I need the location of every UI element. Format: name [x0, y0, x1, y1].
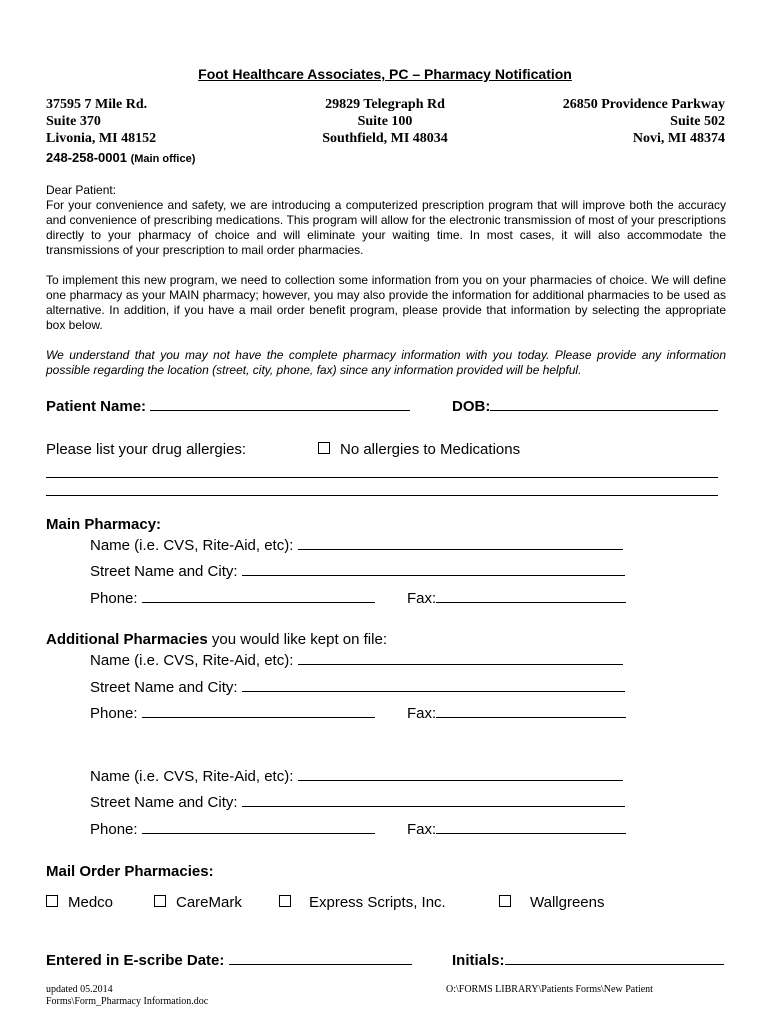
- dob-label: DOB:: [452, 398, 491, 415]
- additional-2-fax-field[interactable]: [436, 819, 626, 834]
- phone-label: Phone:: [90, 590, 138, 607]
- program-paragraph: To implement this new program, we need to collection some information from you on your pharmacies of choice. We will define one pharmacy as your MAIN pharmacy; however, you may also provide the information for additional pharmacies to be used as alternative. In addition, if you have a mail order benefit program, please provide that information by selecting the appropriate box below.: [46, 273, 726, 332]
- phone-label: Phone:: [90, 821, 138, 838]
- additional-1-phone-row: [90, 703, 375, 722]
- patient-name-label: Patient Name:: [46, 398, 147, 415]
- additional-2-fax-row: [407, 819, 626, 838]
- office-street: 29829 Telegraph Rd: [325, 97, 445, 112]
- main-pharmacy-phone-row: [90, 588, 375, 607]
- additional-heading-rest: you would like kept on file:: [207, 631, 387, 648]
- no-allergies-label: No allergies to Medications: [340, 441, 521, 458]
- additional-1-street-row: [90, 677, 625, 696]
- additional-2-street-row: [90, 792, 625, 811]
- office-suite: Suite 370: [46, 114, 101, 129]
- mail-order-option-caremark: [154, 894, 242, 911]
- allergies-line-1[interactable]: [46, 477, 718, 478]
- intro-paragraph: For your convenience and safety, we are introducing a computerized prescription program that will improve both the accuracy and convenience of prescribing medications. This program will allow for the electronic transmission of most of your prescriptions directly to your pharmacy of choice and will eliminate your waiting time. In most cases, it will also accommodate the transmissions of your prescription to mail order pharmacies.: [46, 198, 726, 257]
- additional-pharmacies-heading: [46, 631, 387, 648]
- footer-updated: updated 05.2014: [46, 984, 113, 995]
- footer-left: [46, 984, 208, 1008]
- main-pharmacy-street-row: [90, 561, 625, 580]
- initials-label: Initials:: [452, 952, 505, 969]
- main-pharmacy-heading: Main Pharmacy:: [46, 516, 162, 533]
- entered-date-field[interactable]: [229, 950, 412, 965]
- main-pharmacy-phone-field[interactable]: [142, 588, 375, 603]
- entered-date-row: [46, 950, 412, 969]
- office-southfield: [285, 96, 485, 147]
- additional-1-fax-field[interactable]: [436, 703, 626, 718]
- office-city: Southfield, MI 48034: [322, 131, 448, 146]
- greeting: Dear Patient:: [46, 183, 117, 197]
- main-pharmacy-fax-field[interactable]: [436, 588, 626, 603]
- dob-row: [452, 396, 718, 415]
- additional-1-fax-row: [407, 703, 626, 722]
- patient-name-row: [46, 396, 410, 415]
- page-title: Foot Healthcare Associates, PC – Pharmacy Notification: [198, 66, 572, 82]
- phone-label: Phone:: [90, 705, 138, 722]
- wallgreens-label: Wallgreens: [530, 894, 605, 911]
- allergies-line-2[interactable]: [46, 495, 718, 496]
- fax-label: Fax:: [407, 590, 437, 607]
- office-city: Livonia, MI 48152: [46, 131, 157, 146]
- wallgreens-checkbox[interactable]: [499, 895, 511, 907]
- mail-order-option-express-scripts: [279, 894, 446, 911]
- street-label: Street Name and City:: [90, 794, 238, 811]
- mail-order-option-wallgreens: [499, 894, 604, 911]
- additional-2-phone-row: [90, 819, 375, 838]
- no-allergies-option: [318, 441, 520, 458]
- additional-1-name-row: [90, 650, 623, 669]
- caremark-label: CareMark: [176, 894, 242, 911]
- no-allergies-checkbox[interactable]: [318, 442, 330, 454]
- medco-checkbox[interactable]: [46, 895, 58, 907]
- initials-row: [452, 950, 724, 969]
- main-pharmacy-name-field[interactable]: [298, 535, 623, 550]
- pharmacy-name-label: Name (i.e. CVS, Rite-Aid, etc):: [90, 652, 294, 669]
- patient-name-field[interactable]: [150, 396, 410, 411]
- footer-file-path: Forms\Form_Pharmacy Information.doc: [46, 996, 209, 1007]
- mail-order-heading: Mail Order Pharmacies:: [46, 863, 214, 880]
- additional-1-street-field[interactable]: [242, 677, 625, 692]
- dob-field[interactable]: [490, 396, 718, 411]
- main-pharmacy-fax-row: [407, 588, 626, 607]
- entered-date-label: Entered in E-scribe Date:: [46, 952, 225, 969]
- phone-number: 248-258-0001: [46, 150, 127, 165]
- main-office-phone: [46, 150, 195, 165]
- notice-paragraph: We understand that you may not have the complete pharmacy information with you today. Please provide any information possible regarding the location (street, city, phone, fax) since any information provided will be helpful.: [46, 348, 726, 377]
- medco-label: Medco: [68, 894, 114, 911]
- street-label: Street Name and City:: [90, 679, 238, 696]
- office-novi: [500, 96, 725, 147]
- office-city: Novi, MI 48374: [632, 131, 725, 146]
- additional-1-name-field[interactable]: [298, 650, 623, 665]
- additional-2-street-field[interactable]: [242, 792, 625, 807]
- additional-2-phone-field[interactable]: [142, 819, 375, 834]
- allergies-label: Please list your drug allergies:: [46, 441, 247, 458]
- fax-label: Fax:: [407, 821, 437, 838]
- street-label: Street Name and City:: [90, 563, 238, 580]
- office-suite: Suite 100: [357, 114, 413, 129]
- fax-label: Fax:: [407, 705, 437, 722]
- mail-order-option-medco: [46, 894, 113, 911]
- express-scripts-label: Express Scripts, Inc.: [309, 894, 446, 911]
- additional-2-name-row: [90, 766, 623, 785]
- main-pharmacy-street-field[interactable]: [242, 561, 625, 576]
- initials-field[interactable]: [505, 950, 724, 965]
- additional-2-name-field[interactable]: [298, 766, 623, 781]
- office-street: 26850 Providence Parkway: [562, 97, 725, 112]
- express-scripts-checkbox[interactable]: [279, 895, 291, 907]
- footer-right: O:\FORMS LIBRARY\Patients Forms\New Patient: [446, 984, 653, 995]
- additional-heading-bold: Additional Pharmacies: [46, 631, 208, 648]
- pharmacy-name-label: Name (i.e. CVS, Rite-Aid, etc):: [90, 768, 294, 785]
- office-suite: Suite 502: [670, 114, 725, 129]
- office-street: 37595 7 Mile Rd.: [46, 97, 148, 112]
- caremark-checkbox[interactable]: [154, 895, 166, 907]
- office-livonia: [46, 96, 156, 147]
- additional-1-phone-field[interactable]: [142, 703, 375, 718]
- pharmacy-name-label: Name (i.e. CVS, Rite-Aid, etc):: [90, 537, 294, 554]
- main-pharmacy-name-row: [90, 535, 623, 554]
- phone-note: (Main office): [130, 153, 196, 165]
